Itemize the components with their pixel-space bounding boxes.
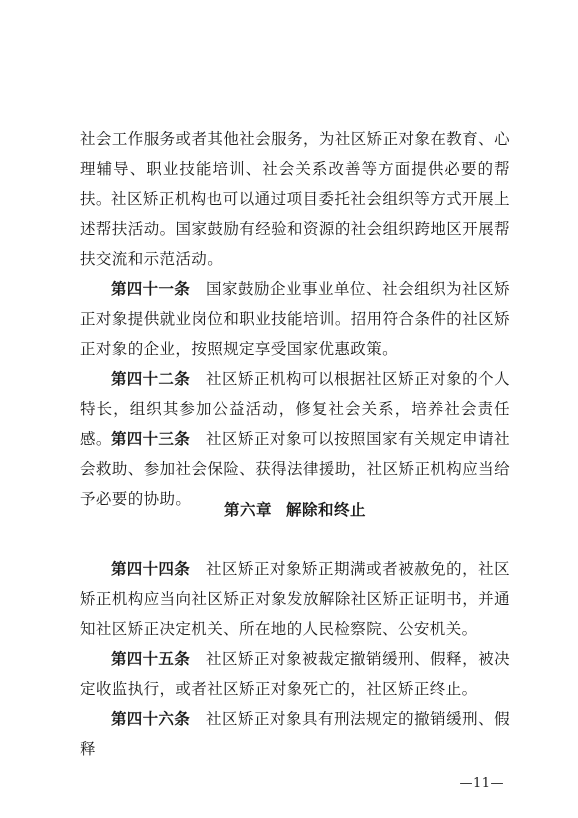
article-title: 第四十四条 [111,560,191,578]
paragraph-text: 社会工作服务或者其他社会服务，为社区矫正对象在教育、心理辅导、职业技能培训、社会关系改善等方面提供必要的帮扶。 [80,130,510,208]
article-41 [80,274,510,364]
article-44 [80,554,510,644]
article-text: 社区矫正对象具有刑法规定的撤销缓刑、假释 [80,710,510,758]
article-title: 第四十三条 [111,430,191,448]
article-title: 第四十五条 [111,650,191,668]
paragraph-project-entrust [80,184,510,274]
article-title: 第四十一条 [111,280,191,298]
chapter-title: 解除和终止 [286,501,367,519]
article-title: 第四十六条 [111,710,191,728]
article-text: 社区矫正对象可以按照国家有关规定申请社会救助、参加社会保险、获得法律援助，社区矫正机构应当给予必要的协助。 [80,430,510,508]
article-text: 社区矫正对象矫正期满或者被赦免的，社区矫正机构应当向社区矫正对象发放解除社区矫正证明书，并通知社区矫正决定机关、所在地的人民检察院、公安机关。 [80,560,510,638]
article-45 [80,644,510,704]
chapter-heading [80,498,510,522]
article-text: 社区矫正机构可以根据社区矫正对象的个人特长，组织其参加公益活动，修复社会关系，培养社会责任感。 [80,370,510,448]
paragraph-text: 社区矫正机构也可以通过项目委托社会组织等方式开展上述帮扶活动。国家鼓励有经验和资源的社会组织跨地区开展帮扶交流和示范活动。 [80,190,510,268]
article-text: 社区矫正对象被裁定撤销缓刑、假释，被决定收监执行，或者社区矫正对象死亡的，社区矫正终止。 [80,650,510,698]
chapter-number: 第六章 [223,501,272,519]
article-46 [80,704,510,764]
page-number: —11— [459,776,504,791]
article-text: 国家鼓励企业事业单位、社会组织为社区矫正对象提供就业岗位和职业技能培训。招用符合条件的社区矫正对象的企业，按照规定享受国家优惠政策。 [80,280,510,358]
article-title: 第四十二条 [111,370,191,388]
